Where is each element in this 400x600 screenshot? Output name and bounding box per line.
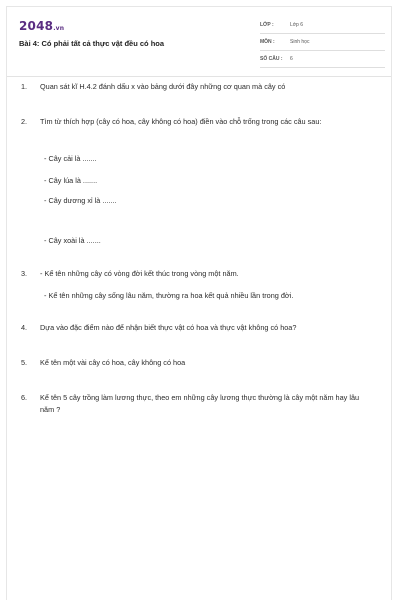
fill-blank-item: - Cây xoài là ....... — [44, 236, 101, 245]
meta-row-subject — [260, 36, 385, 51]
question-text: Quan sát kĩ H.4.2 đánh dấu x vào bảng dưới đây những cơ quan mà cây có — [40, 82, 286, 91]
meta-row-question-count — [260, 53, 385, 68]
meta-label: LỚP : — [260, 22, 274, 28]
question-text: Kể tên 5 cây trồng làm lương thực, theo em những cây lương thực thường là cây một năm hay lâu năm ? — [40, 393, 360, 414]
meta-label: SỐ CÂU : — [260, 56, 283, 62]
question-sub-item: - Kể tên những cây sống lâu năm, thường ra hoa kết quả nhiều lần trong đời. — [44, 291, 294, 300]
fill-blank-item: - Cây lúa là ....... — [44, 176, 98, 185]
header-divider — [7, 76, 391, 77]
logo-suffix: .vn — [53, 25, 65, 32]
question-number: 4. — [21, 323, 28, 332]
site-logo[interactable] — [19, 19, 64, 33]
worksheet-header — [19, 17, 381, 73]
meta-row-class — [260, 19, 385, 34]
meta-value: 6 — [290, 56, 293, 62]
logo-main: 2048 — [19, 19, 54, 33]
question-number: 6. — [21, 393, 28, 402]
meta-value: Lớp 6 — [290, 22, 304, 28]
question-number: 2. — [21, 117, 28, 126]
worksheet-page — [6, 6, 392, 600]
meta-value: Sinh học — [290, 39, 310, 45]
fill-blank-item: - Cây cải là ....... — [44, 154, 97, 163]
question-text: Tìm từ thích hợp (cây có hoa, cây không có hoa) điền vào chỗ trống trong các câu sau: — [40, 117, 322, 126]
lesson-title: Bài 4: Có phải tất cả thực vật đều có hoa — [19, 39, 165, 48]
question-number: 1. — [21, 82, 28, 91]
question-text: - Kể tên những cây có vòng đời kết thúc trong vòng một năm. — [40, 269, 239, 278]
fill-blank-item: - Cây dương xỉ là ....... — [44, 196, 117, 205]
meta-info — [260, 19, 385, 70]
question-number: 5. — [21, 358, 28, 367]
question-number: 3. — [21, 269, 28, 278]
meta-label: MÔN : — [260, 39, 275, 45]
question-text: Kể tên một vài cây có hoa, cây không có hoa — [40, 358, 186, 367]
question-text: Dựa vào đặc điểm nào để nhận biết thực vật có hoa và thực vật không có hoa? — [40, 323, 297, 332]
